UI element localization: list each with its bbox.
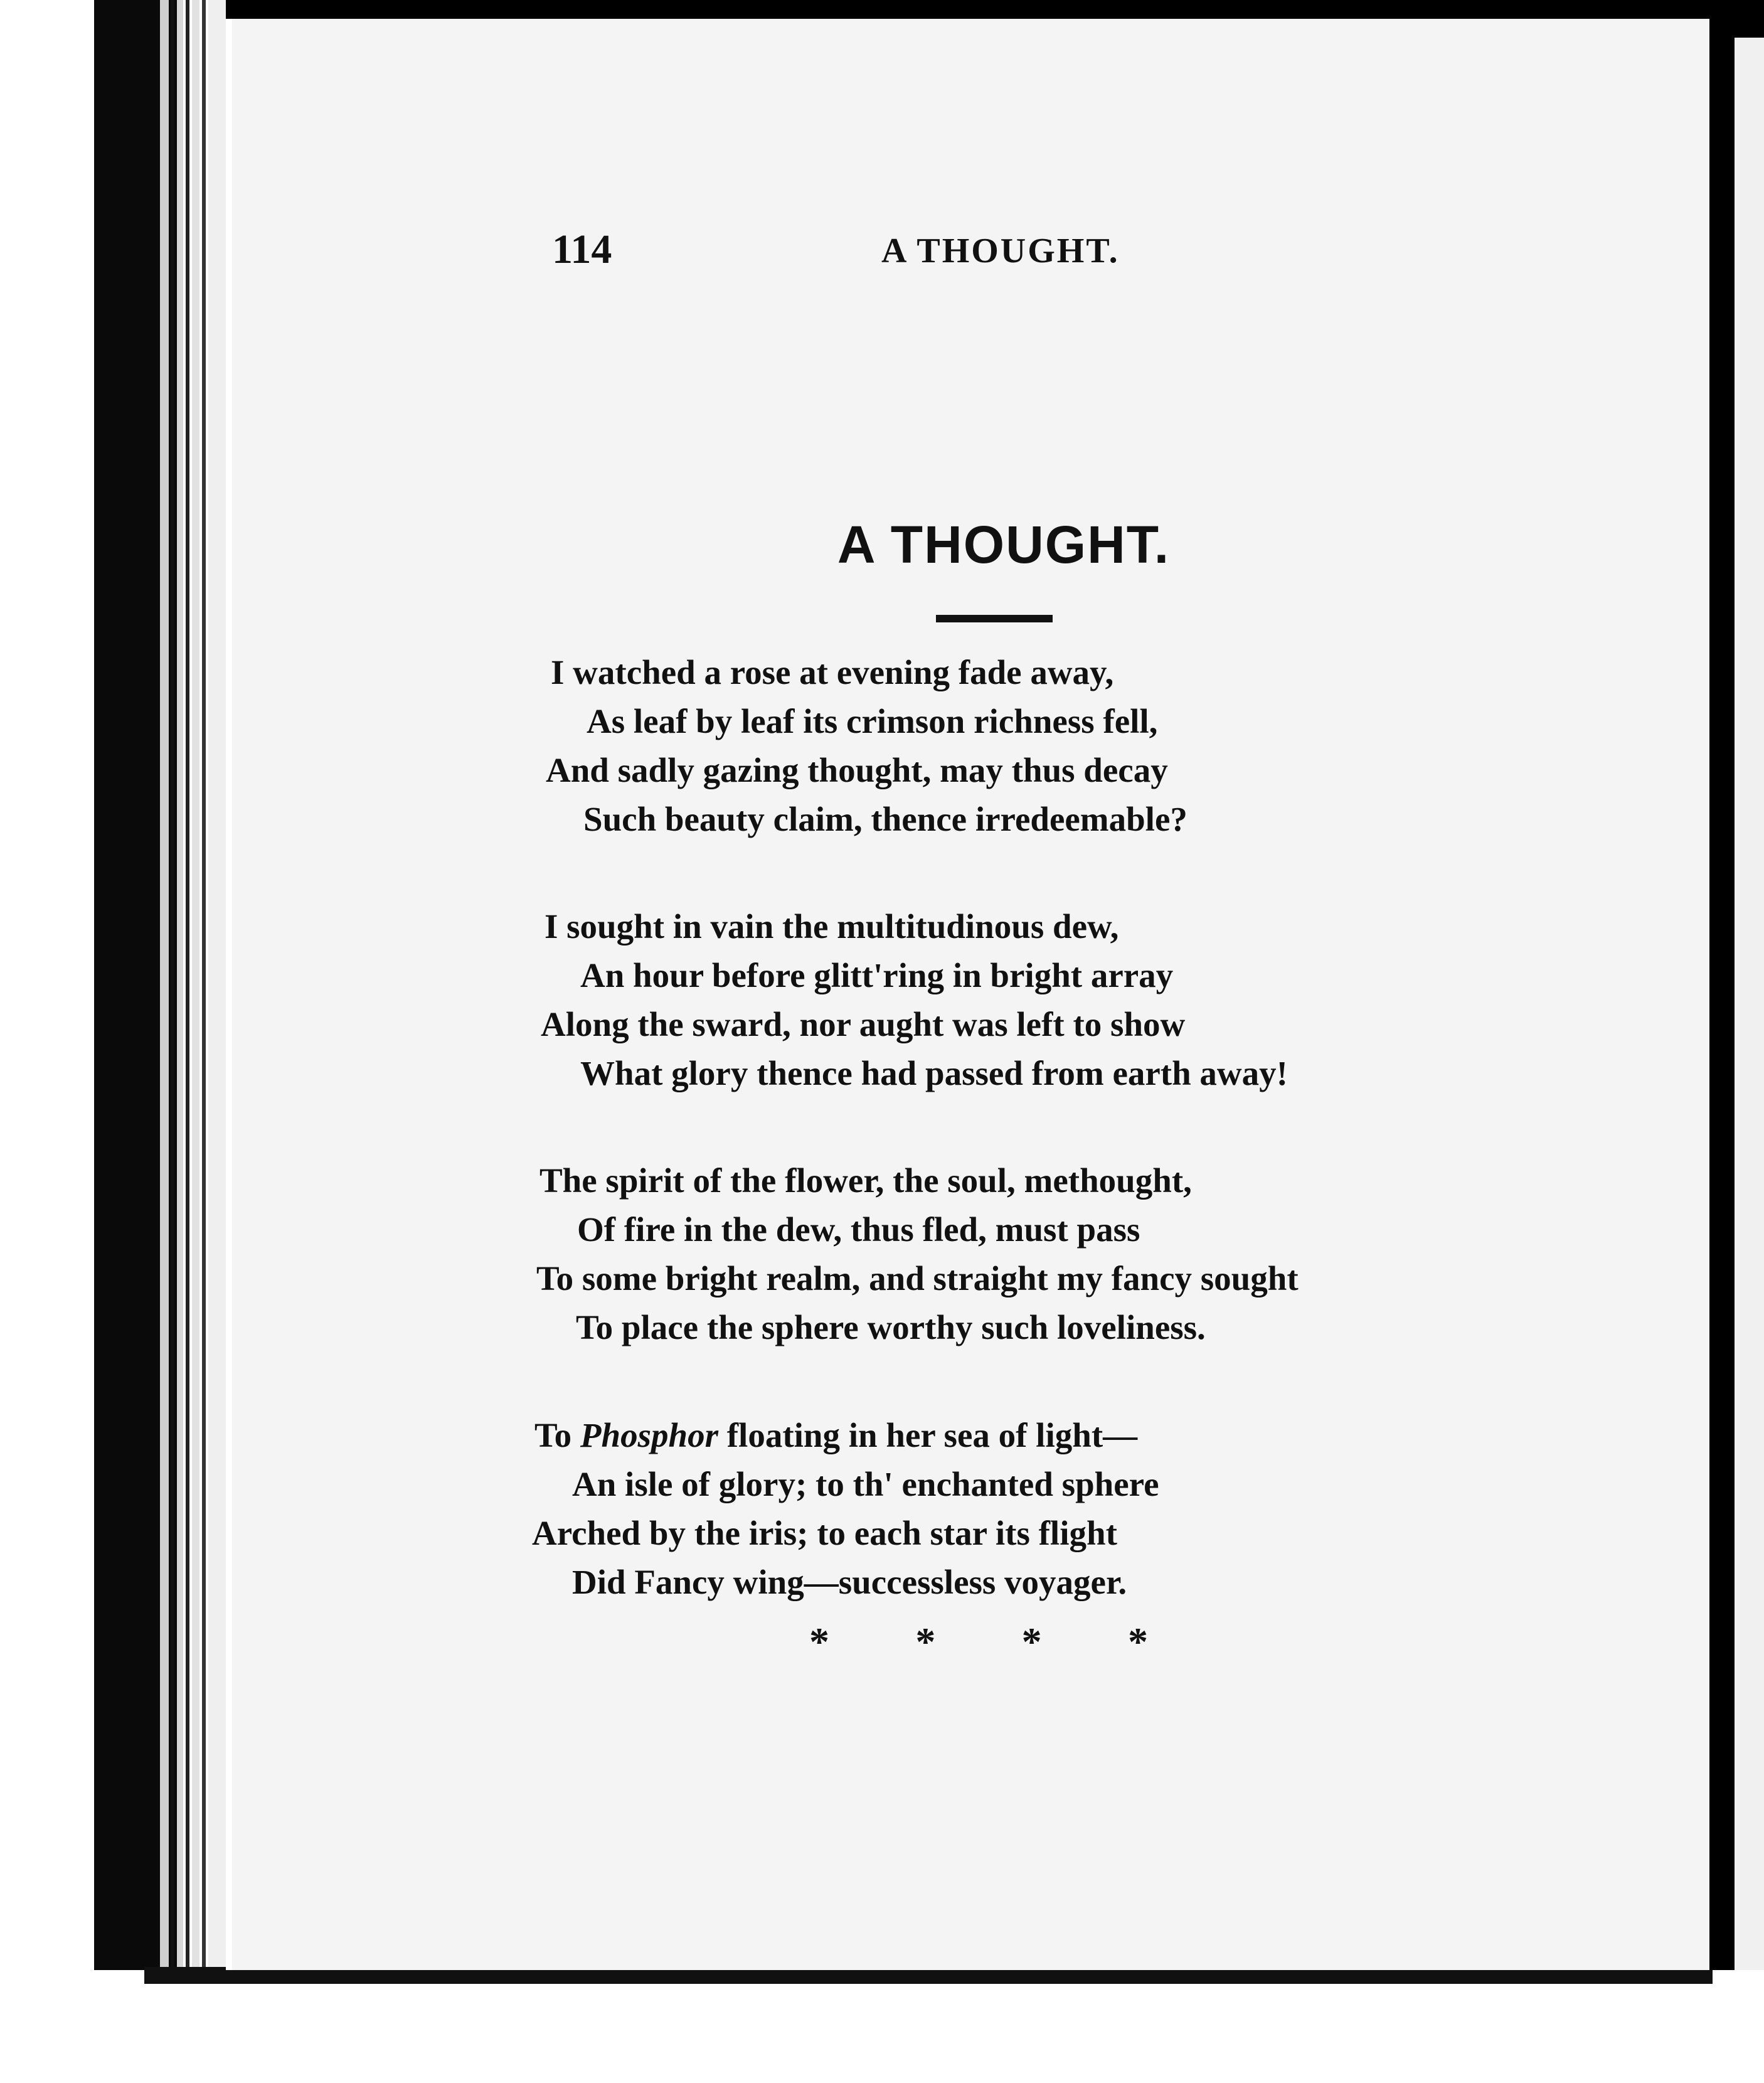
section-end-asterisks xyxy=(809,1619,1148,1663)
asterisk: * xyxy=(1127,1619,1148,1664)
poem-line: Arched by the iris; to each star its flight xyxy=(532,1514,1117,1552)
poem-line: I sought in vain the multitudinous dew, xyxy=(545,907,1119,946)
poem-line: And sadly gazing thought, may thus decay xyxy=(546,751,1168,789)
italic-word: Phosphor xyxy=(580,1416,718,1454)
line-text: To xyxy=(534,1416,580,1454)
poem-line: What glory thence had passed from earth away! xyxy=(580,1054,1288,1092)
asterisk: * xyxy=(809,1619,829,1664)
page-number: 114 xyxy=(552,226,612,272)
poem-line: I watched a rose at evening fade away, xyxy=(551,653,1114,691)
poem-line: Of fire in the dew, thus fled, must pass xyxy=(577,1210,1140,1249)
poem-line: Such beauty claim, thence irredeemable? xyxy=(583,800,1188,838)
asterisk: * xyxy=(1021,1619,1042,1664)
poem-line: To some bright realm, and straight my fancy sought xyxy=(536,1259,1299,1297)
poem-line: An hour before glitt'ring in bright array xyxy=(580,956,1174,994)
poem-line: To place the sphere worthy such loveliness. xyxy=(576,1308,1206,1346)
poem-line: Along the sward, nor aught was left to show xyxy=(541,1005,1186,1043)
poem-line: An isle of glory; to th' enchanted sphere xyxy=(572,1465,1159,1503)
poem-title: A THOUGHT. xyxy=(837,515,1171,574)
poem-line: As leaf by leaf its crimson richness fell, xyxy=(587,702,1158,740)
asterisk: * xyxy=(915,1619,936,1664)
poem-line: The spirit of the flower, the soul, methought, xyxy=(539,1161,1192,1200)
poem-line: Did Fancy wing—successless voyager. xyxy=(572,1563,1127,1601)
running-title: A THOUGHT. xyxy=(881,232,1120,270)
line-text: floating in her sea of light— xyxy=(718,1416,1138,1454)
poem-line xyxy=(534,1415,1137,1455)
